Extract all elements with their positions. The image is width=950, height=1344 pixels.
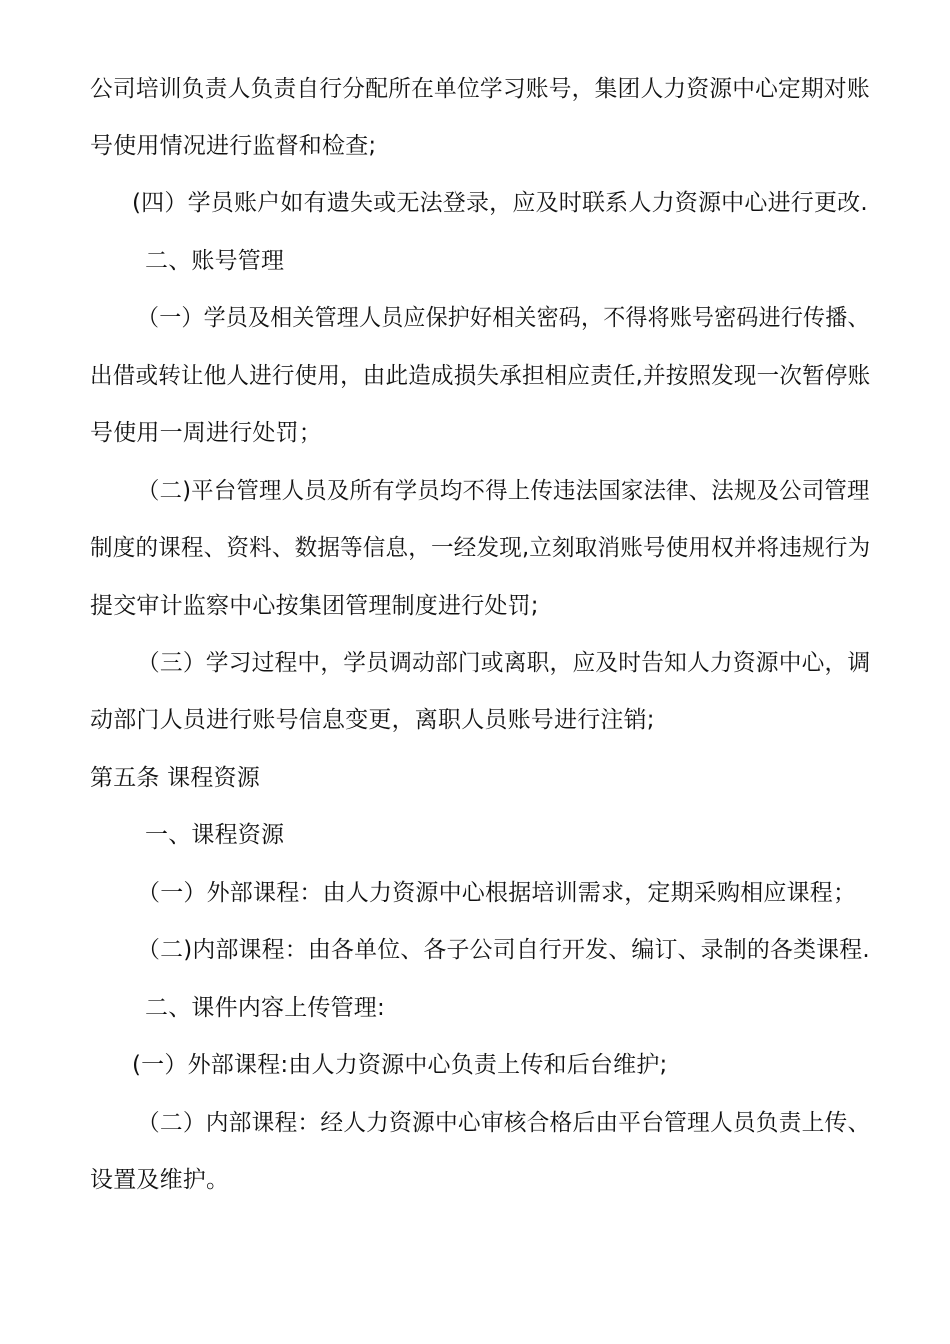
paragraph-line: 出借或转让他人进行使用，由此造成损失承担相应责任,并按照发现一次暂停账 <box>90 363 871 389</box>
paragraph-line: （二)内部课程：由各单位、各子公司自行开发、编订、录制的各类课程. <box>137 937 870 963</box>
paragraph-line: (一）外部课程:由人力资源中心负责上传和后台维护; <box>132 1052 668 1078</box>
paragraph-line: 号使用情况进行监督和检查; <box>90 133 377 159</box>
paragraph-line: 制度的课程、资料、数据等信息，一经发现,立刻取消账号使用权并将违规行为 <box>90 535 871 561</box>
paragraph-line: 动部门人员进行账号信息变更，离职人员账号进行注销; <box>90 707 655 733</box>
paragraph-line: 提交审计监察中心按集团管理制度进行处罚; <box>90 593 539 619</box>
article-heading: 第五条 课程资源 <box>90 765 260 791</box>
section-heading: 二、账号管理 <box>145 248 285 274</box>
paragraph-line: 公司培训负责人负责自行分配所在单位学习账号，集团人力资源中心定期对账 <box>90 76 870 102</box>
paragraph-line: （二)平台管理人员及所有学员均不得上传违法国家法律、法规及公司管理 <box>137 478 870 504</box>
section-heading: 二、课件内容上传管理: <box>145 995 385 1021</box>
paragraph-line: (四）学员账户如有遗失或无法登录，应及时联系人力资源中心进行更改. <box>132 190 868 216</box>
paragraph-line: （三）学习过程中，学员调动部门或离职，应及时告知人力资源中心，调 <box>137 650 871 676</box>
paragraph-line: （一）外部课程：由人力资源中心根据培训需求，定期采购相应课程； <box>137 880 857 906</box>
paragraph-line: （二）内部课程：经人力资源中心审核合格后由平台管理人员负责上传、 <box>137 1110 871 1136</box>
paragraph-line: （一）学员及相关管理人员应保护好相关密码，不得将账号密码进行传播、 <box>137 305 870 331</box>
paragraph-line: 号使用一周进行处罚； <box>90 420 322 446</box>
section-heading: 一、课程资源 <box>145 822 285 848</box>
paragraph-line: 设置及维护。 <box>90 1167 230 1193</box>
